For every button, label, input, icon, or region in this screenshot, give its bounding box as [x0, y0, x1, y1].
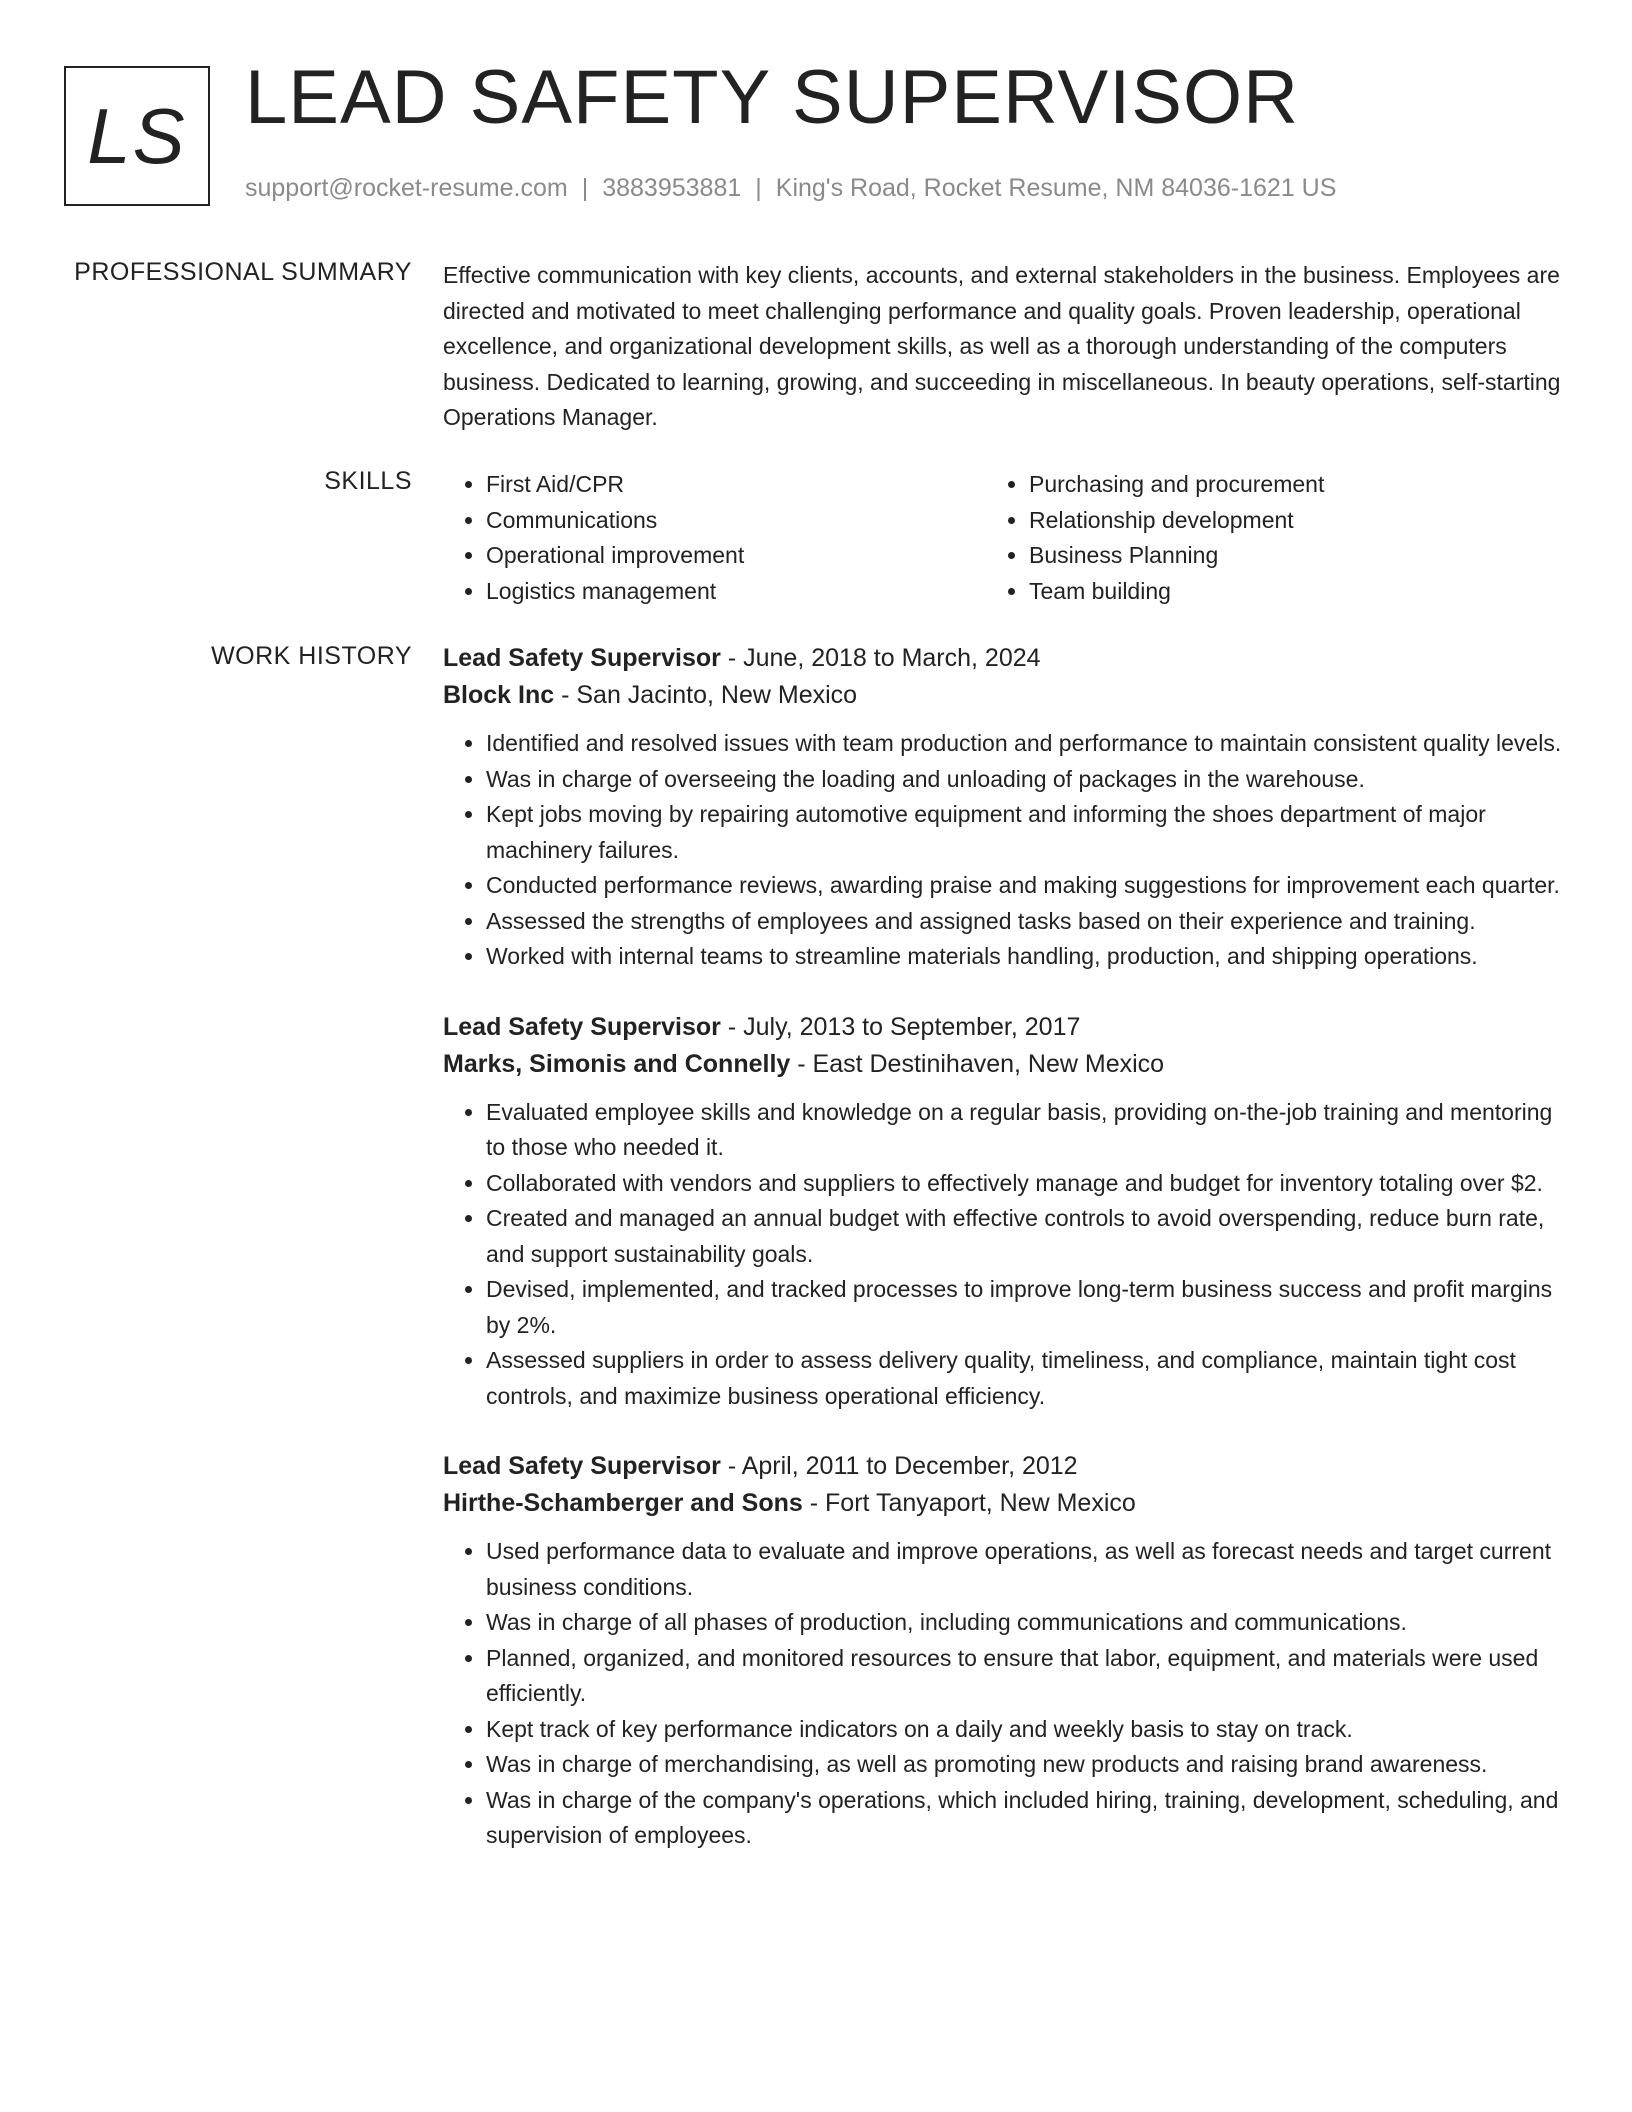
job-entry — [443, 1009, 1563, 1415]
job-bullet: • Was in charge of all phases of production, including communications and communications. — [486, 1605, 1563, 1641]
job-bullet: • Was in charge of merchandising, as well as promoting new products and raising brand awareness. — [486, 1747, 1563, 1783]
job-bullet: • Identified and resolved issues with team production and performance to maintain consistent quality levels. — [486, 726, 1563, 762]
skills-heading: SKILLS — [324, 467, 412, 495]
contact-email: support@rocket-resume.com — [245, 174, 568, 202]
contact-separator: | — [581, 174, 589, 202]
job-bullets — [443, 726, 1563, 975]
job-dates: - June, 2018 to March, 2024 — [720, 644, 1041, 672]
contact-line — [245, 174, 1336, 203]
skill-item: • Communications — [486, 503, 986, 539]
job-bullet: • Created and managed an annual budget with effective controls to avoid overspending, reduce burn rate, and support sustainability goals. — [486, 1201, 1563, 1272]
job-company: Marks, Simonis and Connelly — [443, 1049, 791, 1078]
contact-separator: | — [755, 174, 762, 202]
job-title: Lead Safety Supervisor — [443, 1012, 721, 1041]
job-bullet: • Conducted performance reviews, awarding praise and making suggestions for improvement each quarter. — [486, 868, 1563, 904]
job-location: - Fort Tanyaport, New Mexico — [802, 1489, 1136, 1517]
job-company: Hirthe-Schamberger and Sons — [443, 1489, 803, 1517]
job-bullet: • Evaluated employee skills and knowledge on a regular basis, providing on-the-job training and mentoring to those who needed it. — [486, 1095, 1563, 1166]
job-bullet: • Collaborated with vendors and suppliers to effectively manage and budget for inventory totaling over $2. — [486, 1166, 1563, 1202]
job-bullet: • Used performance data to evaluate and improve operations, as well as forecast needs and target current business conditions. — [486, 1534, 1563, 1605]
skill-item: • Business Planning — [1029, 538, 1529, 574]
skill-item: • Team building — [1029, 574, 1529, 610]
job-title-line — [443, 640, 1563, 677]
job-bullet: • Worked with internal teams to streamline materials handling, production, and shipping operations. — [486, 939, 1563, 975]
monogram-initials: LS — [87, 91, 187, 180]
job-location: - San Jacinto, New Mexico — [554, 681, 858, 709]
job-title-line — [443, 1009, 1563, 1046]
job-bullet: • Assessed the strengths of employees and assigned tasks based on their experience and training. — [486, 904, 1563, 940]
work-history-heading: WORK HISTORY — [211, 642, 412, 670]
job-title-line — [443, 1448, 1563, 1485]
job-dates: - April, 2011 to December, 2012 — [720, 1452, 1078, 1480]
job-location: - East Destinihaven, New Mexico — [790, 1049, 1165, 1078]
job-bullet: • Kept track of key performance indicators on a daily and weekly basis to stay on track. — [486, 1712, 1563, 1748]
job-company-line — [443, 1485, 1563, 1522]
job-bullet: • Devised, implemented, and tracked processes to improve long-term business success and profit margins by 2%. — [486, 1272, 1563, 1343]
contact-address: King's Road, Rocket Resume, NM 84036-1621 US — [775, 174, 1337, 202]
job-bullet: • Kept jobs moving by repairing automotive equipment and informing the shoes department of major machinery failures. — [486, 797, 1563, 868]
skill-item: • Purchasing and procurement — [1029, 467, 1529, 503]
job-dates: - July, 2013 to September, 2017 — [720, 1012, 1081, 1041]
skill-item: • Logistics management — [486, 574, 986, 610]
contact-phone: 3883953881 — [602, 174, 742, 202]
job-title: Lead Safety Supervisor — [443, 644, 721, 672]
summary-section — [443, 258, 1563, 436]
job-company-line — [443, 1046, 1563, 1083]
job-entry — [443, 640, 1563, 975]
summary-heading: PROFESSIONAL SUMMARY — [74, 258, 412, 286]
work-history-section — [443, 640, 1563, 1888]
page-title: LEAD SAFETY SUPERVISOR — [245, 55, 1299, 140]
job-bullet: • Was in charge of overseeing the loading and unloading of packages in the warehouse. — [486, 762, 1563, 798]
summary-text: Effective communication with key clients, accounts, and external stakeholders in the business. Employees are directed and motivated to meet challenging performance and quality goals. Proven leadership, operational excellence, and organizational development skills, as well as a thorough understanding of the computers business. Dedicated to learning, growing, and succeeding in miscellaneous. In beauty operations, self-starting Operations Manager. — [443, 262, 1561, 430]
skill-item: • Relationship development — [1029, 503, 1529, 539]
job-entry — [443, 1448, 1563, 1854]
monogram-box — [64, 66, 210, 206]
skills-list-right — [986, 467, 1529, 609]
job-bullets — [443, 1534, 1563, 1854]
skill-item: • Operational improvement — [486, 538, 986, 574]
job-company-line — [443, 677, 1563, 714]
job-bullet: • Assessed suppliers in order to assess delivery quality, timeliness, and compliance, maintain tight cost controls, and maximize business operational efficiency. — [486, 1343, 1563, 1414]
job-title: Lead Safety Supervisor — [443, 1452, 721, 1480]
skills-list-left — [443, 467, 986, 609]
job-bullets — [443, 1095, 1563, 1415]
skills-section — [443, 467, 1563, 609]
job-bullet: • Was in charge of the company's operations, which included hiring, training, development, scheduling, and supervision of employees. — [486, 1783, 1563, 1854]
job-bullet: • Planned, organized, and monitored resources to ensure that labor, equipment, and materials were used efficiently. — [486, 1641, 1563, 1712]
job-company: Block Inc — [443, 681, 555, 709]
skill-item: • First Aid/CPR — [486, 467, 986, 503]
